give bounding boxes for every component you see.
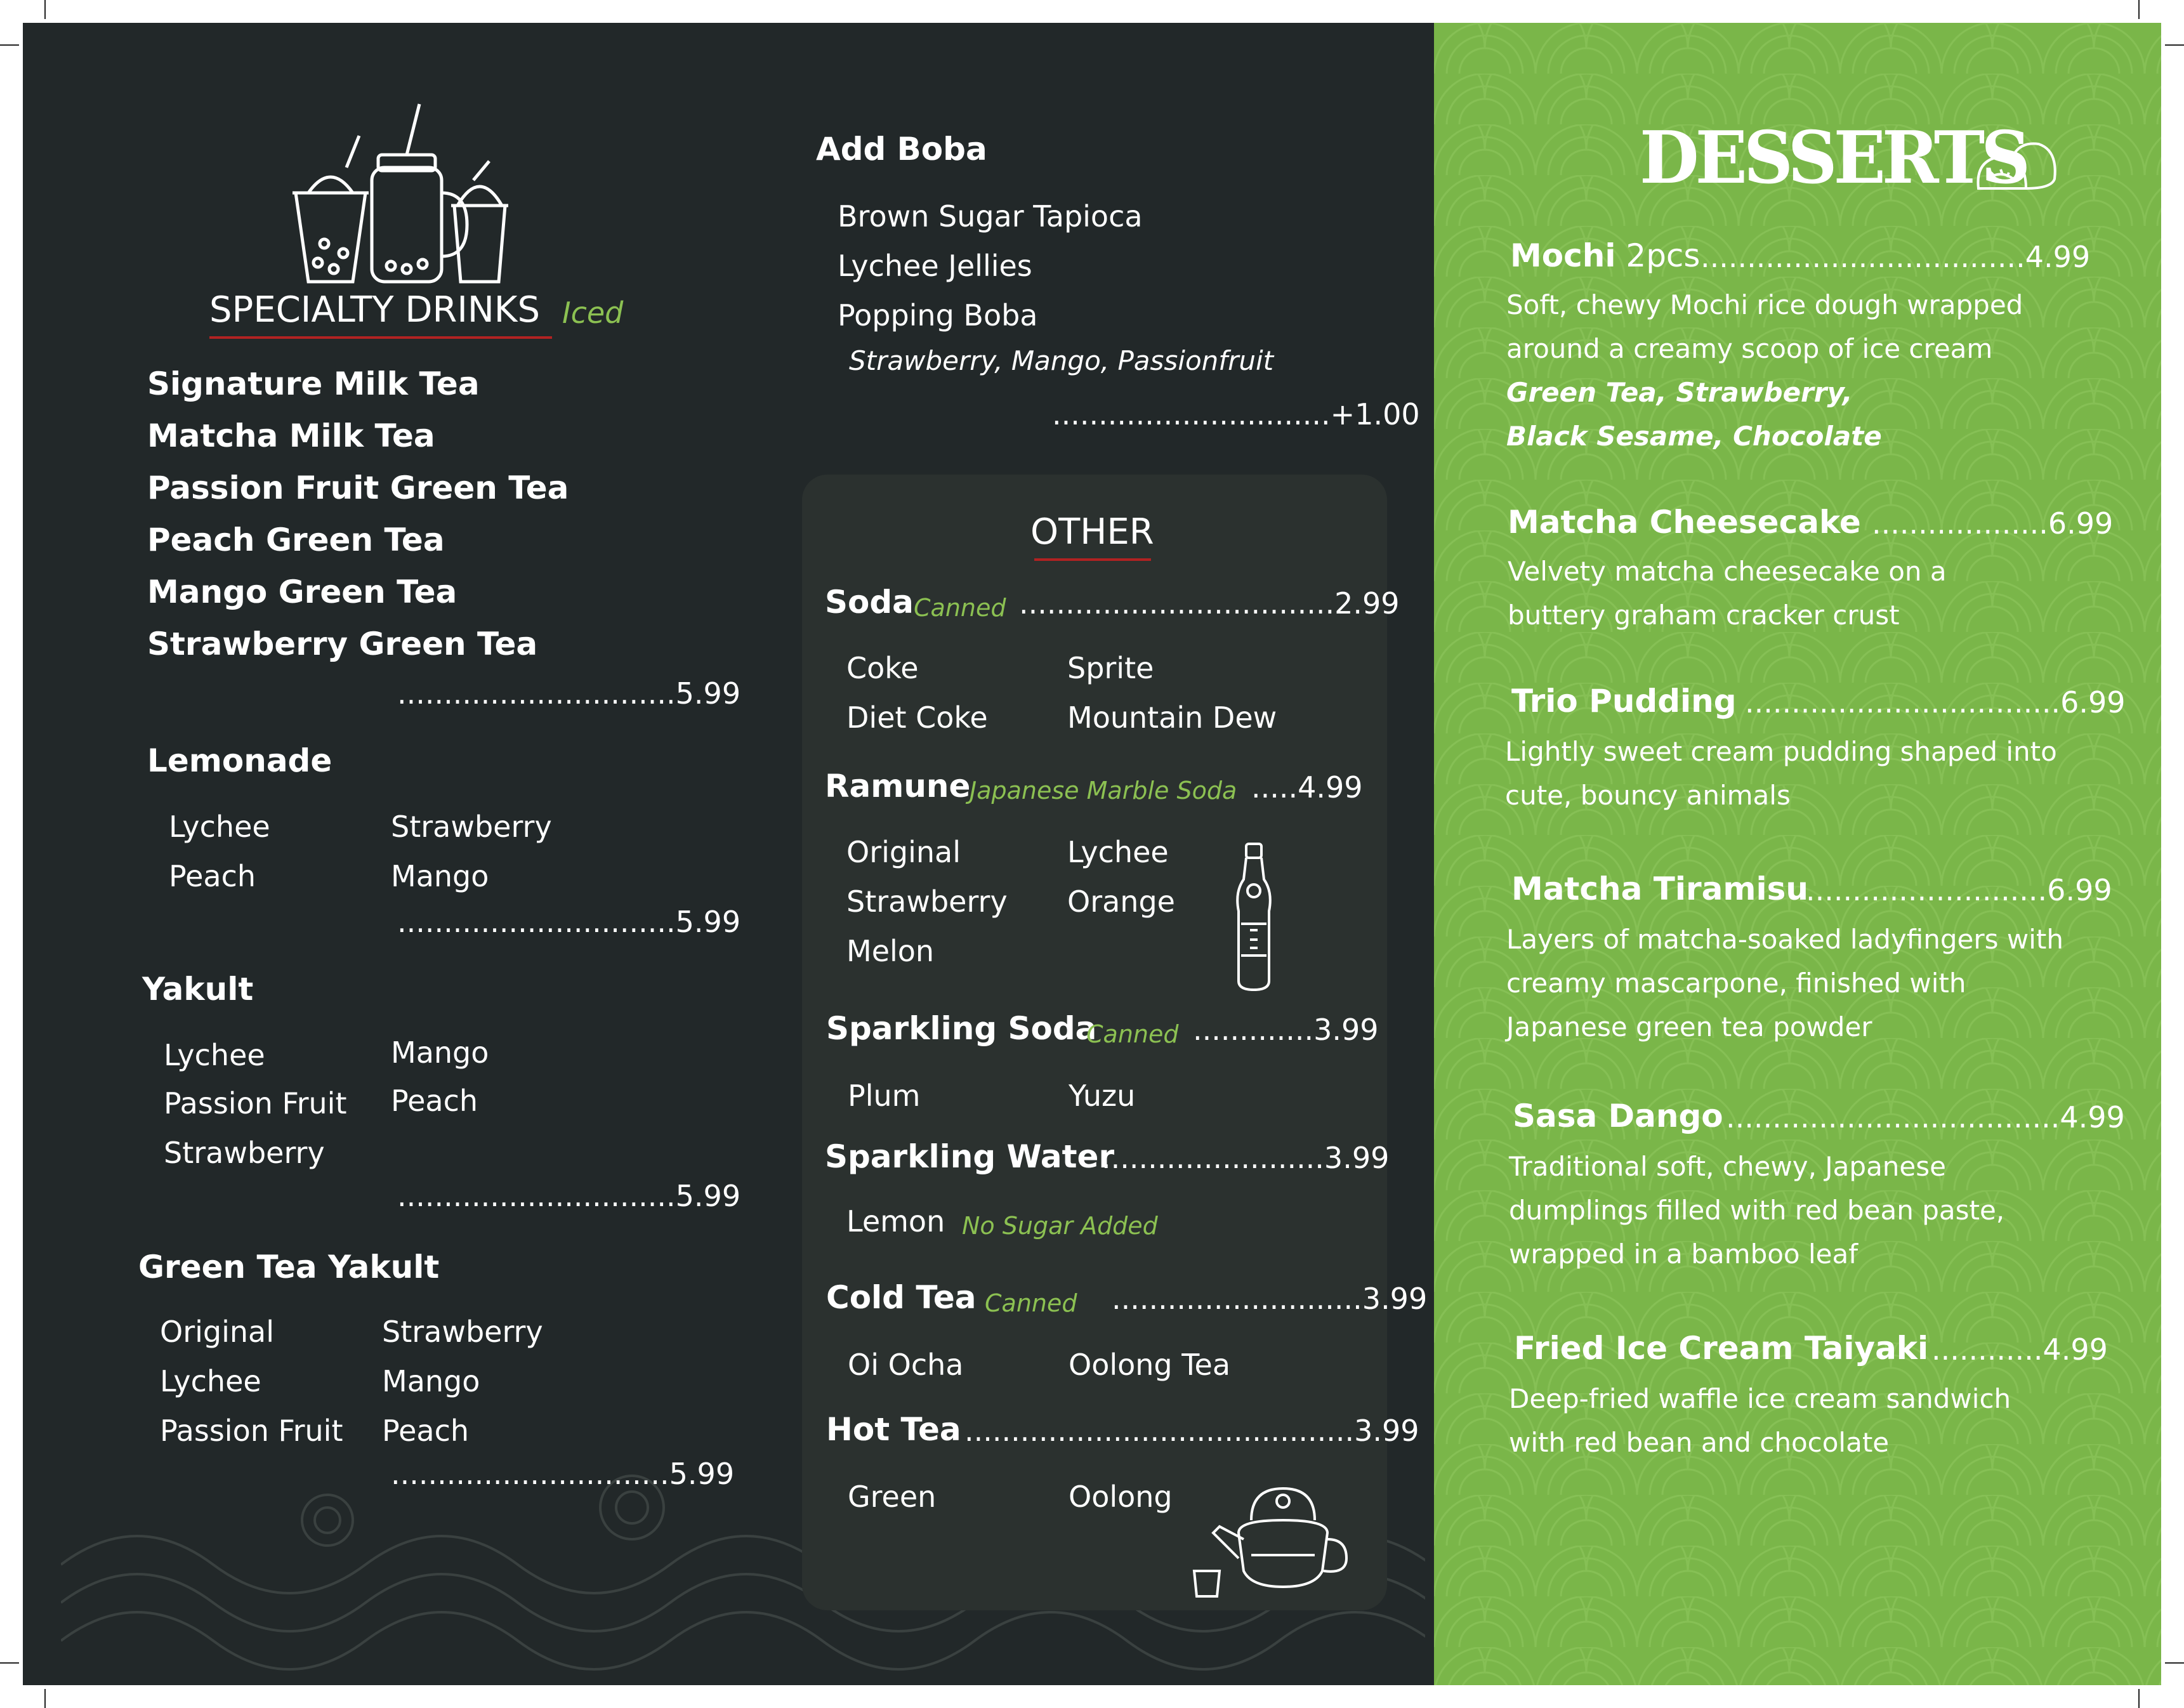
dessert-description: Velvety matcha cheesecake on a buttery graham cracker crust [1508, 556, 1947, 631]
cold-tea-option: Oi Ocha [848, 1348, 964, 1382]
green-tea-yakult-option: Lychee [160, 1364, 261, 1398]
dessert-name: Trio Pudding [1511, 683, 1737, 719]
green-tea-yakult-name: Green Tea Yakult [138, 1249, 440, 1285]
soda-option: Mountain Dew [1067, 700, 1277, 735]
yakult-option: Lychee [164, 1038, 265, 1072]
green-tea-yakult-option: Mango [382, 1364, 480, 1398]
cold-tea-name: Cold Tea [826, 1279, 977, 1316]
dessert-name: Matcha Tiramisu [1511, 870, 1809, 907]
lemonade-name: Lemonade [147, 742, 332, 779]
sparkling-water-name: Sparkling Water [825, 1138, 1115, 1175]
cold-tea-price: ...........................3.99 [1112, 1282, 1428, 1316]
dessert-flavors: Black Sesame, Chocolate [1506, 421, 1882, 452]
sparkling-water-option-note: No Sugar Added [962, 1212, 1158, 1240]
dessert-description: Soft, chewy Mochi rice dough wrapped around a creamy scoop of ice cream [1506, 289, 2023, 364]
crop-mark [0, 1662, 19, 1664]
cold-tea-option: Oolong Tea [1069, 1348, 1231, 1382]
specialty-item: Strawberry Green Tea [147, 626, 538, 662]
sparkling-soda-price: .............3.99 [1193, 1013, 1379, 1047]
sparkling-soda-option: Yuzu [1069, 1079, 1136, 1113]
ramune-option: Strawberry [846, 884, 1008, 919]
lemonade-option: Strawberry [391, 810, 552, 844]
sparkling-soda-name: Sparkling Soda [826, 1010, 1097, 1047]
hot-tea-name: Hot Tea [826, 1411, 961, 1448]
soda-option: Sprite [1067, 651, 1154, 685]
dessert-name: Matcha Cheesecake [1508, 504, 1861, 541]
lemonade-option: Peach [169, 859, 256, 893]
ramune-name: Ramune [825, 768, 971, 805]
specialty-title-note: Iced [562, 296, 624, 330]
soda-note: Canned [914, 594, 1006, 622]
soda-name: Soda [825, 584, 914, 621]
menu-sheet [23, 23, 2161, 1685]
desserts-title: DESSERTS [1640, 115, 2027, 200]
lemonade-option: Lychee [169, 810, 270, 844]
dessert-price: ..................................6.99 [1745, 685, 2126, 719]
dessert-description: Lightly sweet cream pudding shaped into cute, bouncy animals [1505, 736, 2057, 811]
specialty-price: ..............................5.99 [397, 676, 741, 711]
yakult-name: Yakult [142, 971, 254, 1008]
lemonade-price: ..............................5.99 [397, 905, 741, 939]
ramune-option: Original [846, 835, 961, 869]
green-tea-yakult-option: Peach [382, 1414, 470, 1448]
dessert-price: ...................6.99 [1872, 506, 2114, 541]
yakult-price: ..............................5.99 [397, 1179, 741, 1213]
specialty-item: Signature Milk Tea [147, 365, 480, 402]
crop-mark [2165, 1662, 2184, 1664]
add-boba-option: Brown Sugar Tapioca [838, 199, 1143, 233]
sparkling-soda-note: Canned [1086, 1020, 1179, 1048]
specialty-item: Passion Fruit Green Tea [147, 470, 569, 506]
soda-price: ..................................2.99 [1019, 586, 1400, 621]
add-boba-name: Add Boba [816, 131, 987, 168]
dessert-description: Traditional soft, chewy, Japanese dumplings filled with red bean paste, wrapped in a bamboo leaf [1509, 1151, 2005, 1270]
ramune-option: Orange [1067, 884, 1175, 919]
yakult-option: Strawberry [164, 1136, 325, 1170]
soda-option: Diet Coke [846, 700, 988, 735]
ramune-price: .....4.99 [1251, 770, 1363, 805]
crop-mark [0, 44, 19, 46]
add-boba-option: Popping Boba [838, 298, 1038, 332]
green-tea-yakult-option: Passion Fruit [160, 1414, 343, 1448]
ramune-option: Lychee [1067, 835, 1169, 869]
sparkling-soda-option: Plum [848, 1079, 921, 1113]
cold-tea-note: Canned [985, 1289, 1077, 1317]
dessert-price: ...................................4.99 [1700, 240, 2091, 274]
green-tea-yakult-price: ..............................5.99 [391, 1457, 735, 1491]
yakult-option: Peach [391, 1084, 478, 1118]
lemonade-option: Mango [391, 859, 489, 893]
boba-drinks-icon [270, 98, 524, 288]
other-title: OTHER [1030, 511, 1154, 553]
title-underline [1034, 558, 1151, 561]
crop-mark [44, 1689, 46, 1708]
specialty-item: Matcha Milk Tea [147, 417, 435, 454]
crop-mark [44, 0, 46, 19]
hot-tea-option: Oolong [1069, 1480, 1173, 1514]
green-tea-yakult-option: Strawberry [382, 1315, 543, 1349]
title-underline [209, 336, 552, 339]
dessert-name: Mochi 2pcs [1510, 237, 1700, 274]
dessert-price: ..........................6.99 [1806, 873, 2112, 907]
soda-option: Coke [846, 651, 919, 685]
dessert-flavors: Green Tea, Strawberry, [1506, 377, 1853, 408]
hot-tea-price: ..........................................3.99 [964, 1414, 1419, 1448]
dessert-description: Layers of matcha-soaked ladyfingers with creamy mascarpone, finished with Japanese green tea powder [1506, 924, 2063, 1042]
crop-mark [2165, 44, 2184, 46]
desserts-panel [1434, 23, 2161, 1685]
add-boba-option: Lychee Jellies [838, 249, 1032, 283]
dessert-description: Deep-fried waffle ice cream sandwich with red bean and chocolate [1509, 1383, 2011, 1458]
yakult-option: Passion Fruit [164, 1086, 347, 1120]
add-boba-flavors: Strawberry, Mango, Passionfruit [849, 345, 1274, 376]
specialty-item: Mango Green Tea [147, 574, 457, 610]
sparkling-water-option: Lemon [846, 1204, 945, 1238]
dessert-price: ....................................4.99 [1726, 1100, 2125, 1134]
ramune-bottle-icon [1228, 841, 1279, 994]
green-tea-yakult-option: Original [160, 1315, 275, 1349]
ramune-option: Melon [846, 934, 935, 968]
sparkling-water-price: ........................3.99 [1102, 1141, 1390, 1175]
dessert-price: ............4.99 [1931, 1332, 2108, 1367]
teapot-icon [1188, 1476, 1365, 1603]
mochi-icon [1972, 135, 2061, 198]
add-boba-price: ..............................+1.00 [1052, 397, 1420, 431]
specialty-item: Peach Green Tea [147, 522, 445, 558]
dessert-name: Fried Ice Cream Taiyaki [1514, 1330, 1929, 1367]
dessert-suffix: 2pcs [1615, 237, 1700, 274]
specialty-title: SPECIALTY DRINKS [209, 289, 541, 331]
yakult-option: Mango [391, 1035, 489, 1070]
crop-mark [2138, 1689, 2140, 1708]
hot-tea-option: Green [848, 1480, 937, 1514]
ramune-note: Japanese Marble Soda [970, 777, 1237, 805]
dessert-name: Sasa Dango [1513, 1098, 1723, 1134]
crop-mark [2138, 0, 2140, 19]
